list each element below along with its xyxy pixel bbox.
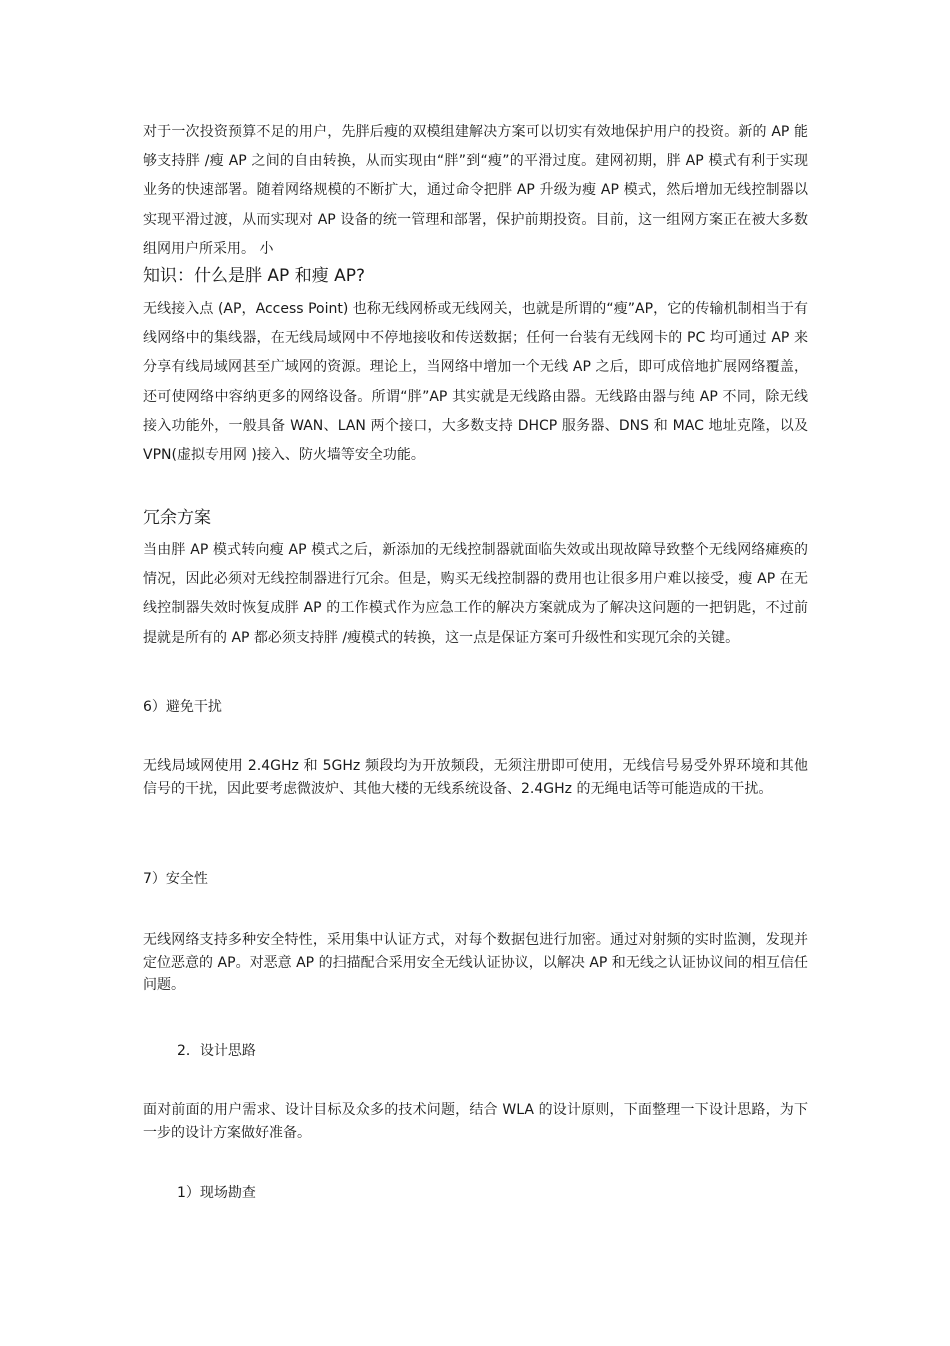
heading-redundancy: 冗余方案	[143, 508, 211, 528]
heading-fat-thin-ap: 知识：什么是胖 AP 和瘦 AP?	[143, 266, 365, 286]
paragraph-design-idea: 面对前面的用户需求、设计目标及众多的技术问题，结合 WLA 的设计原则，下面整理一下设计思路，为下一步的设计方案做好准备。	[143, 1102, 808, 1141]
paragraph-fat-thin-solution: 对于一次投资预算不足的用户，先胖后瘦的双模组建解决方案可以切实有效地保护用户的投资。新的 AP 能够支持胖 /瘦 AP 之间的自由转换，从而实现由“胖”到“瘦”的平滑过度。建网初期，胖 AP 模式有利于实现业务的快速部署。随着网络规模的不断扩大，通过命令把胖 AP 升级为瘦 AP 模式，然后增加无线控制器以实现平滑过渡，从而实现对 AP 设备的统一管理和部署，保护前期投资。目前，这一组网方案正在被大多数组网用户所采用。 小	[143, 124, 808, 257]
paragraph-interference: 无线局域网使用 2.4GHz 和 5GHz 频段均为开放频段，无须注册即可使用，无线信号易受外界环境和其他信号的干扰，因此要考虑微波炉、其他大楼的无线系统设备、2.4GHz 的无绳电话等可能造成的干扰。	[143, 758, 808, 797]
section-avoid-interference: 6）避免干扰	[143, 699, 222, 715]
section-design-idea: 2．设计思路	[177, 1043, 256, 1059]
section-security: 7）安全性	[143, 871, 208, 887]
section-site-survey: 1）现场勘查	[177, 1185, 256, 1201]
paragraph-redundancy: 当由胖 AP 模式转向瘦 AP 模式之后，新添加的无线控制器就面临失效或出现故障导致整个无线网络瘫痪的情况，因此必须对无线控制器进行冗余。但是，购买无线控制器的费用也让很多用户难以接受，瘦 AP 在无线控制器失效时恢复成胖 AP 的工作模式作为应急工作的解决方案就成为了解决这问题的一把钥匙，不过前提就是所有的 AP 都必须支持胖 /瘦模式的转换，这一点是保证方案可升级性和实现冗余的关键。	[143, 542, 808, 646]
paragraph-security: 无线网络支持多种安全特性，采用集中认证方式，对每个数据包进行加密。通过对射频的实时监测，发现并定位恶意的 AP。对恶意 AP 的扫描配合采用安全无线认证协议，以解决 AP 和无线之认证协议间的相互信任问题。	[143, 932, 808, 993]
paragraph-ap-definition: 无线接入点 (AP，Access Point) 也称无线网桥或无线网关，也就是所谓的“瘦”AP，它的传输机制相当于有线网络中的集线器，在无线局域网中不停地接收和传送数据；任何一台装有无线网卡的 PC 均可通过 AP 来分享有线局域网甚至广域网的资源。理论上，当网络中增加一个无线 AP 之后，即可成倍地扩展网络覆盖，还可使网络中容纳更多的网络设备。所谓“胖”AP 其实就是无线路由器。无线路由器与纯 AP 不同，除无线接入功能外，一般具备 WAN、LAN 两个接口，大多数支持 DHCP 服务器、DNS 和 MAC 地址克隆，以及 VPN(虚拟专用网 )接入、防火墙等安全功能。	[143, 301, 808, 464]
